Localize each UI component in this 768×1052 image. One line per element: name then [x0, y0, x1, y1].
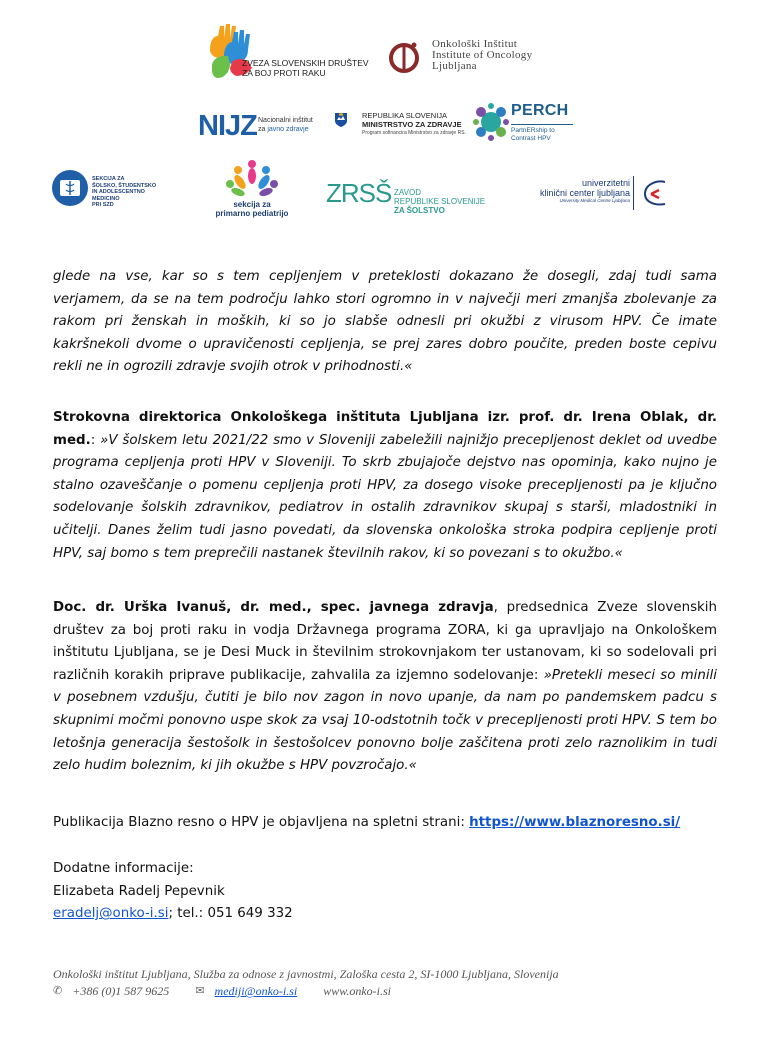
contact-tel: ; tel.: 051 649 332 [168, 906, 293, 922]
oblak-quote: »V šolskem letu 2021/22 smo v Sloveniji zabeležili najnižjo precepljenost deklet od uvedbe programa cepljenja proti HPV v Sloveniji. To skrb zbujajoče dejstvo nas opominja, kako nujno je stalno ozaveščanje o pomenu cepljenja proti HPV, za dosego visoke precepljenosti pa je ključno sodelovanje šolskih zdravnikov, pediatrov in ostalih zdravnikov skupaj s starši, mladostniki in učitelji. Danes želim tudi jasno povedati, da slovenska onkološka stroka podpira cepljenje proti HPV, saj bomo s tem preprečili nastanek številnih rakov, ki so povezani s to okužbo.« [53, 432, 717, 561]
ukc-c-mark-icon [637, 176, 671, 210]
contact-email-link[interactable]: eradelj@onko-i.si [53, 906, 169, 922]
zveza-line1: ZVEZA SLOVENSKIH DRUŠTEV [242, 58, 369, 68]
sz-line2: ŠOLSKO, ŠTUDENTSKO [92, 182, 157, 189]
logo-perch [473, 102, 613, 152]
contact-info [53, 858, 717, 926]
footer-address: Onkološki inštitut Ljubljana, Služba za odnose z javnostmi, Zaloška cesta 2, SI-1000 Ljubljana, Slovenija [53, 967, 559, 981]
contact-heading: Dodatne informacije: [53, 861, 194, 876]
mz-line3: Program sofinancira Ministrstvo za zdravje RS. [362, 130, 466, 136]
nijz-line2-blue: javno zdravje [267, 126, 309, 133]
footer-email-link[interactable]: mediji@onko-i.si [214, 984, 298, 998]
logo-sekcija-solska-medicina [52, 170, 182, 214]
zrss-line2: REPUBLIKE SLOVENIJE [394, 197, 486, 206]
ukc-divider [633, 176, 634, 210]
ukc-line2: klinični center ljubljana [539, 188, 630, 198]
logo-onkoloski-institut [388, 38, 558, 78]
perch-divider [511, 124, 573, 125]
ukc-line3: University Medical Centre Ljubljana [559, 198, 630, 203]
sz-line1: SEKCIJA ZA [92, 176, 125, 182]
logo-zrss [326, 176, 496, 216]
paragraph-publication-link [53, 812, 717, 835]
publication-text: Publikacija Blazno resno o HPV je objavljena na spletni strani: [53, 815, 470, 830]
sz-line3: IN ADOLESCENTNO [92, 189, 145, 195]
medical-badge-icon [52, 170, 88, 206]
zrss-line3: ZA ŠOLSTVO [394, 206, 445, 215]
slovenia-crest-icon [334, 112, 348, 128]
oblak-speaker: Strokovna direktorica Onkološkega inštituta Ljubljana izr. prof. dr. Irena Oblak, dr. med. [53, 410, 717, 448]
pp-line2: primarno pediatrijo [215, 209, 289, 218]
contact-name: Elizabeta Radelj Pepevnik [53, 883, 225, 899]
sz-line4: MEDICINO [92, 195, 120, 202]
nijz-abbr: NIJZ [198, 110, 257, 142]
paragraph-quote-continuation [53, 266, 717, 379]
nijz-line2-pre: za [258, 126, 268, 133]
mz-line2: MINISTRSTVO ZA ZDRAVJE [362, 120, 462, 129]
paragraph-ivanus-statement [53, 597, 717, 778]
footer-web-link[interactable]: www.onko-i.si [323, 984, 392, 998]
logo-ministrstvo-za-zdravje [334, 108, 484, 148]
phone-icon: ✆ [53, 985, 63, 997]
logo-zveza-slovenskih-drustev [206, 22, 376, 86]
zveza-line2: ZA BOJ PROTI RAKU [242, 68, 326, 78]
ivanus-intro: , predsednica Zveze slovenskih društev za boj proti raku in vodja Državnega programa ZORA, ki ga upravljajo na Onkološkem inštitutu Ljubljana, se je Desi Muck in številnim strokovnjakom ter ustanovam, ki so sodelovali pri različnih korakih priprave publikacije, zahvalila za izjemno sodelovanje: [53, 600, 718, 683]
perch-molecule-icon [473, 102, 509, 142]
perch-abbr: PERCH [511, 102, 569, 119]
logo-sekcija-primarno-pediatrijo [212, 158, 292, 218]
oi-line3: Ljubljana [432, 60, 477, 72]
mail-icon: ✉ [195, 985, 205, 997]
paragraph-oblak-statement [53, 407, 717, 565]
ivanus-quote: »Pretekli meseci so minili v posebnem vzdušju, čutiti je bilo nov zagon in novo upanje, da nam po pandemskem padcu s skupnimi močmi ponovno uspe skok za vsaj 10-odstotnih točk v precepljenosti proti HPV. S tem bo letošnja generacija šestošolk in šestošolcev ponovno bolje zaščitena proti zelo raznolikim in tudi zelo hudim boleznim, ki jih okužbe s HPV povzročajo.« [53, 667, 717, 774]
perch-line1: PartnERship to [511, 127, 555, 134]
nijz-line1: Nacionalni inštitut [258, 117, 313, 124]
children-flower-icon [218, 158, 286, 200]
mz-line1: REPUBLIKA SLOVENIJA [362, 111, 448, 120]
footer [53, 966, 733, 1000]
ivanus-speaker: Doc. dr. Urška Ivanuš, dr. med., spec. javnega zdravja [53, 600, 494, 615]
logo-nijz [198, 105, 328, 145]
sz-line5: PRI SZD [92, 202, 114, 208]
paragraph-1-text: glede na vse, kar so s tem cepljenjem v preteklosti dokazano že dosegli, zdaj tudi sama verjamem, da se na tem področju lahko stori ogromno in v največji meri zmanjša zbolevanje za rakom pri ženskah in moških, ki so jo slabše odnesli pri okužbi z virusom HPV. Če imate kakršnekoli dvome o upravičenosti cepljenja, se prej zares dobro poučite, preden boste cepivu rekli ne in ogrozili zdravje svojih otrok v prihodnosti.« [53, 269, 717, 375]
zrss-abbr: ZRSŠ [326, 178, 392, 208]
perch-line2: Contrast HPV [511, 135, 551, 142]
oi-line2: Institute of Oncology [432, 49, 533, 61]
footer-phone: +386 (0)1 587 9625 [72, 984, 170, 998]
ukc-line1: univerzitetni [581, 178, 630, 188]
blaznoresno-link[interactable]: https://www.blaznoresno.si/ [469, 815, 681, 830]
oblak-colon: : [90, 432, 101, 448]
pp-line1: sekcija za [233, 200, 271, 209]
oi-line1: Onkološki Inštitut [432, 38, 518, 50]
oi-mark-icon [388, 38, 422, 76]
zrss-line1: ZAVOD [394, 188, 421, 197]
logo-ukc-ljubljana [534, 174, 694, 214]
